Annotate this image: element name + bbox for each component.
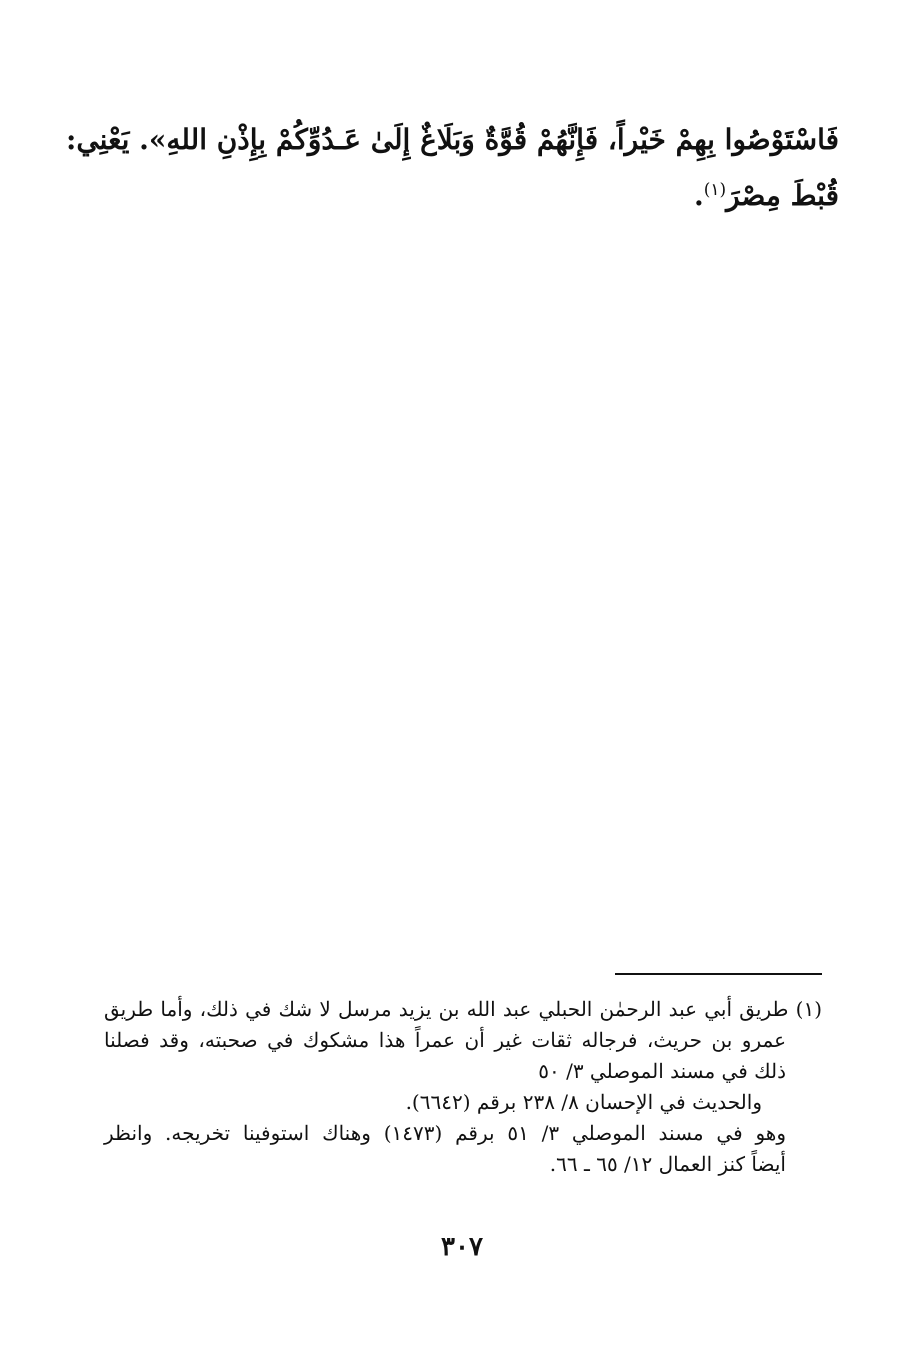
footnote-line: والحديث في الإحسان ٨/ ٢٣٨ برقم (٦٦٤٢). [405, 1090, 762, 1114]
footnotes [104, 994, 822, 1180]
footnote-divider [615, 973, 822, 975]
main-text-line: فَاسْتَوْصُوا بِهِمْ خَيْراً، فَإِنَّهُمْ قُوَّةٌ وَبَلَاغٌ إِلَىٰ عَـدُوِّكُمْ بِإِذْنِ اللهِ». يَعْنِي: [65, 123, 839, 156]
page-number: ٣٠٧ [441, 1232, 483, 1262]
footnote-line: ذلك في مسند الموصلي ٣/ ٥٠ [538, 1059, 786, 1083]
main-text [65, 112, 839, 224]
footnote-line: (١) طريق أبي عبد الرحمٰن الحبلي عبد الله بن يزيد مرسل لا شك في ذلك، وأما طريق [104, 997, 822, 1021]
footnote-line: أيضاً كنز العمال ١٢/ ٦٥ ـ ٦٦. [549, 1152, 786, 1176]
footnote-line: عمرو بن حريث، فرجاله ثقات غير أن عمراً هذا مشكوك في صحبته، وقد فصلنا [104, 1028, 786, 1052]
main-text-fragment: . [693, 179, 704, 212]
footnote-reference: (١) [703, 180, 727, 200]
footnote-line: وهو في مسند الموصلي ٣/ ٥١ برقم (١٤٧٣) وهناك استوفينا تخريجه. وانظر [104, 1121, 786, 1145]
main-text-line [104, 168, 839, 224]
main-text-fragment: قُبْطَ مِصْرَ [726, 179, 839, 212]
